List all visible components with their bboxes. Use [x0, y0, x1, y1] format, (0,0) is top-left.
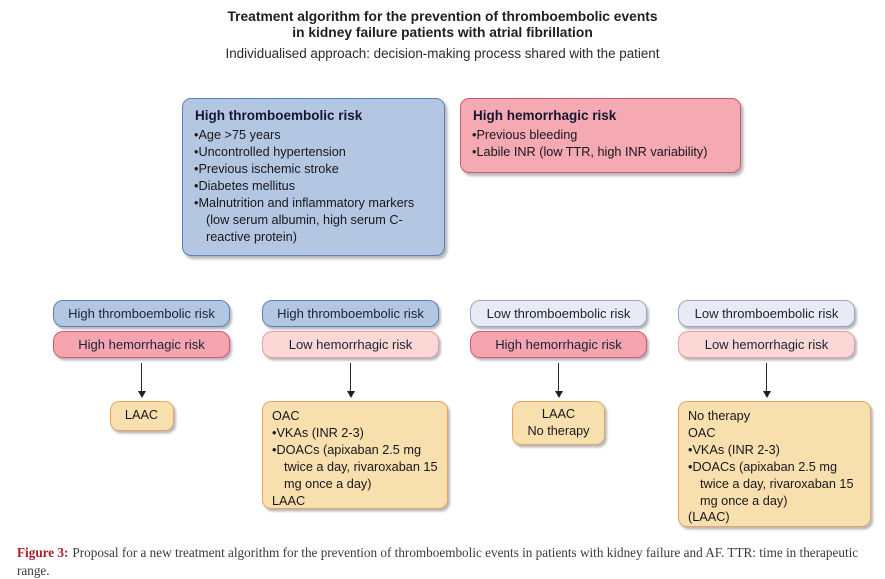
outcome-line: No therapy [527, 423, 590, 438]
outcome-line: LAAC [124, 408, 159, 422]
down-arrow-line [350, 363, 352, 391]
figure-caption-text: Proposal for a new treatment algorithm for the prevention of thromboembolic events in patients with kidney failure and AF. TTR: time in therapeutic range. [17, 545, 859, 578]
hemorrhagic-risk-factor-list [472, 127, 729, 161]
risk-factor-item: • Age >75 years [194, 127, 433, 144]
thromboembolic-risk-factor-list [194, 127, 433, 246]
outcome-line: (LAAC) [688, 510, 730, 525]
down-arrow-line [766, 363, 768, 391]
down-arrow [678, 362, 855, 401]
high-hemorrhagic-risk-box [460, 98, 741, 173]
down-arrow-line [141, 363, 143, 391]
figure-title-block [0, 9, 885, 61]
down-arrow-head [138, 391, 146, 398]
figure-caption-label: Figure 3: [17, 545, 69, 560]
outcome-line: LAAC [541, 407, 576, 421]
hemorrhagic-risk-pill: Low hemorrhagic risk [678, 331, 855, 358]
outcome-line: LAAC [272, 493, 306, 508]
down-arrow-head [763, 391, 771, 398]
risk-factor-item: • Diabetes mellitus [194, 178, 433, 195]
high-thromboembolic-risk-box-title: High thromboembolic risk [195, 108, 363, 123]
thromboembolic-risk-pill: Low thromboembolic risk [470, 300, 647, 327]
thromboembolic-risk-pill: High thromboembolic risk [53, 300, 230, 327]
high-hemorrhagic-risk-box-title: High hemorrhagic risk [473, 108, 617, 123]
risk-factor-item: • Previous bleeding [472, 127, 729, 144]
algorithm-column-3 [470, 300, 647, 445]
thromboembolic-risk-pill: High thromboembolic risk [262, 300, 439, 327]
figure-caption [17, 544, 873, 579]
figure-title-line-2: in kidney failure patients with atrial fibrillation [292, 24, 593, 40]
down-arrow [262, 362, 439, 401]
risk-factor-item: • Previous ischemic stroke [194, 161, 433, 178]
thromboembolic-risk-pill: Low thromboembolic risk [678, 300, 855, 327]
treatment-outcome-box [512, 401, 605, 445]
outcome-line: OAC [688, 425, 716, 440]
hemorrhagic-risk-pill: Low hemorrhagic risk [262, 331, 439, 358]
outcome-line: • DOACs (apixaban 2.5 mg twice a day, rivaroxaban 15 mg once a day) [688, 459, 861, 510]
outcome-line: No therapy [688, 409, 751, 423]
outcome-line: • VKAs (INR 2-3) [688, 442, 861, 459]
hemorrhagic-risk-pill: High hemorrhagic risk [470, 331, 647, 358]
down-arrow [53, 362, 230, 401]
down-arrow-line [558, 363, 560, 391]
treatment-outcome-box [262, 401, 448, 509]
risk-factor-item: • Labile INR (low TTR, high INR variability) [472, 144, 729, 161]
hemorrhagic-risk-pill: High hemorrhagic risk [53, 331, 230, 358]
outcome-line: • VKAs (INR 2-3) [272, 425, 438, 442]
down-arrow-head [555, 391, 563, 398]
treatment-outcome-box [678, 401, 871, 527]
outcome-line: OAC [272, 409, 300, 423]
risk-factor-item: • Uncontrolled hypertension [194, 144, 433, 161]
algorithm-column-4 [678, 300, 855, 527]
down-arrow-head [347, 391, 355, 398]
algorithm-column-1 [53, 300, 230, 431]
figure-title-line-1: Treatment algorithm for the prevention of thromboembolic events [227, 9, 658, 24]
figure-subtitle: Individualised approach: decision-making process shared with the patient [225, 46, 660, 61]
outcome-line: • DOACs (apixaban 2.5 mg twice a day, rivaroxaban 15 mg once a day) [272, 442, 438, 493]
high-thromboembolic-risk-box [182, 98, 445, 256]
algorithm-column-2 [262, 300, 439, 509]
risk-factor-item: • Malnutrition and inflammatory markers (low serum albumin, high serum C-reactive protein) [194, 195, 433, 246]
treatment-outcome-box [110, 401, 174, 431]
down-arrow [470, 362, 647, 401]
